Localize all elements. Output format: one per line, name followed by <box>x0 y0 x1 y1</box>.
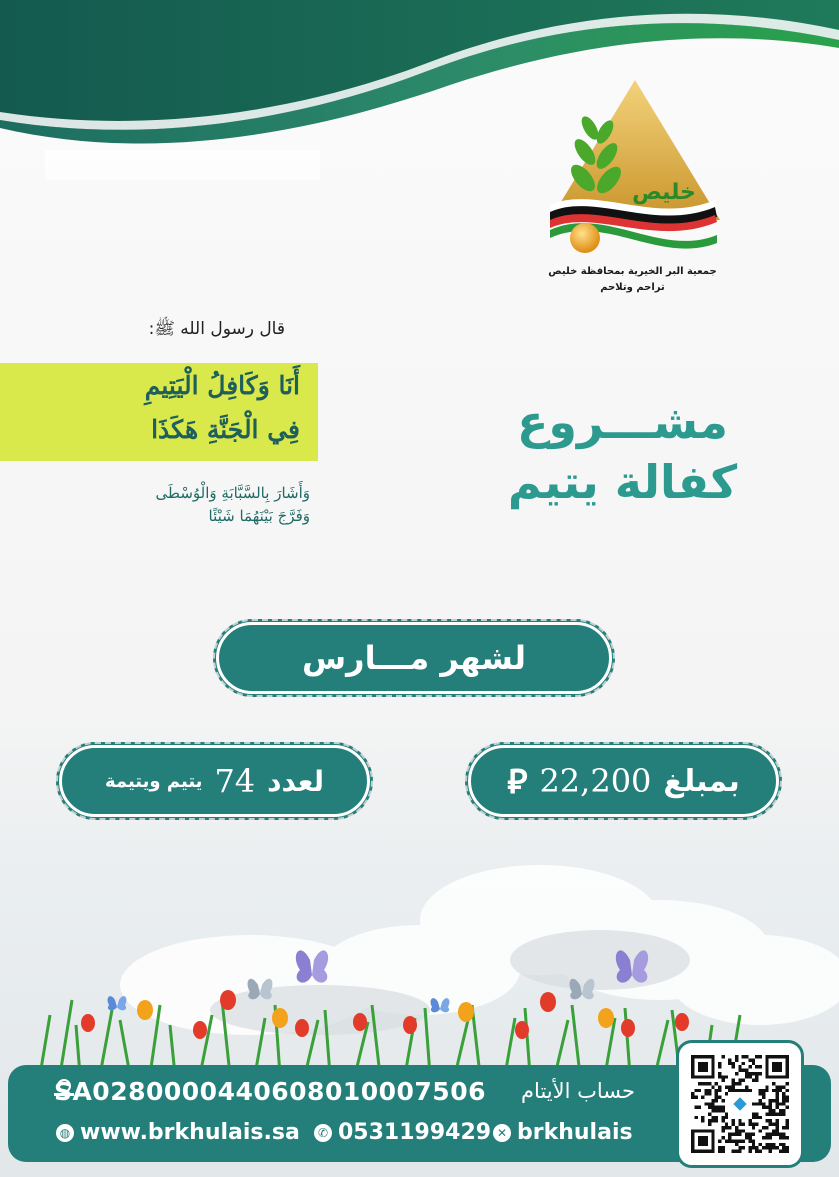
phone-text: 0531199429 <box>338 1120 492 1145</box>
month-label: لشهر مـــارس <box>302 639 526 677</box>
month-pill <box>213 619 615 697</box>
globe-icon: ◍ <box>56 1124 74 1142</box>
logo-slogan: تراحم وتلاحم <box>600 282 665 293</box>
project-title-line-1: مشـــروع <box>516 395 729 449</box>
hadith-highlight <box>0 363 318 461</box>
website-contact[interactable] <box>56 1120 300 1145</box>
iban-number: SA0280000440608010007506 <box>53 1077 486 1106</box>
account-label: حساب الأيتام <box>521 1079 635 1103</box>
logo-emblem-icon <box>545 80 720 265</box>
hadith-note-line-1: وَأَشَارَ بِالسَّبَّابَةِ وَالْوُسْطَى <box>155 484 310 502</box>
hadith-note-line-2: وَفَرَّجَ بَيْنَهُمَا شَيْئًا <box>208 507 310 525</box>
phone-icon: ✆ <box>314 1124 332 1142</box>
amount-pill <box>465 742 782 820</box>
x-contact[interactable] <box>493 1120 633 1145</box>
amount-value: 22,200 <box>539 762 652 800</box>
website-text: www.brkhulais.sa <box>80 1120 300 1145</box>
qr-code[interactable] <box>676 1040 804 1168</box>
logo-organization: جمعية البر الخيرية بمحافظة خليص <box>548 266 717 277</box>
x-handle-text: brkhulais <box>517 1120 633 1145</box>
count-suffix: يتيم ويتيمة <box>104 770 203 792</box>
count-prefix: لعدد <box>267 764 325 798</box>
count-pill <box>56 742 373 820</box>
logo-name: خليص <box>632 180 696 205</box>
x-icon: ✕ <box>493 1124 511 1142</box>
hadith-line-2: فِي الْجَنَّةِ هَكَذَا <box>151 415 300 444</box>
amount-prefix: بمبلغ <box>663 763 740 799</box>
count-value: 74 <box>214 762 256 800</box>
hadith-line-1: أَنَا وَكَافِلُ الْيَتِيمِ <box>144 371 300 400</box>
phone-contact[interactable] <box>314 1120 491 1145</box>
riyal-icon: ⃁ <box>507 762 528 802</box>
association-logo <box>545 80 720 300</box>
hadith-intro: قال رسول الله ﷺ: <box>148 319 285 339</box>
project-title-line-2: كفالة يتيم <box>507 455 738 509</box>
qr-code-icon <box>691 1055 789 1153</box>
hadith-note <box>60 482 310 528</box>
project-title <box>480 392 765 512</box>
